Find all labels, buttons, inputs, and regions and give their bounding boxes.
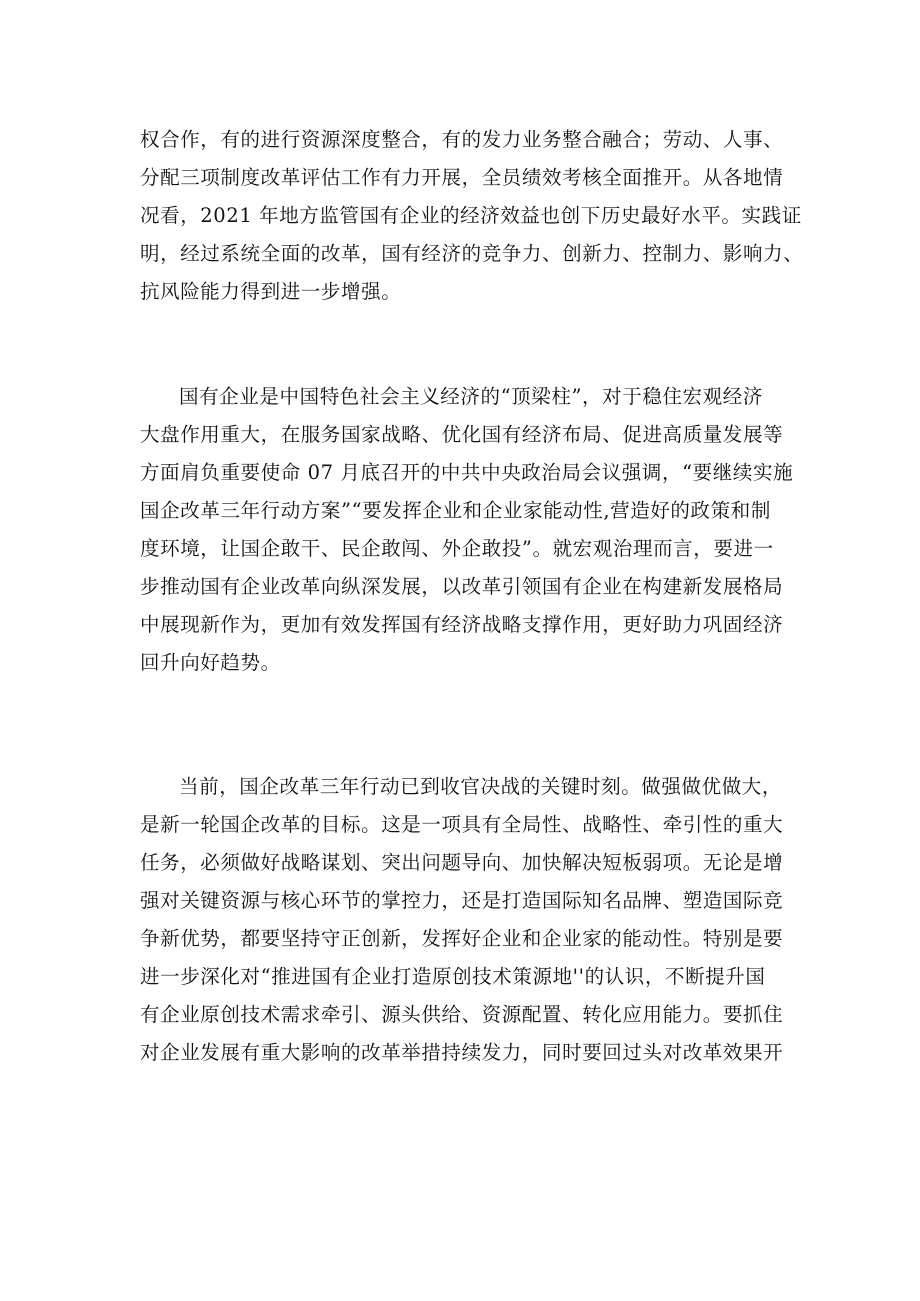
text-line: 进一步深化对“推进国有企业打造原创技术策源地''的认识，不断提升国 [140, 965, 766, 988]
text-line: 回升向好趋势。 [140, 651, 281, 674]
text-line: 是新一轮国企改革的目标。这是一项具有全局性、战略性、牵引性的重大 [140, 813, 784, 836]
text-line: 方面肩负重要使命 07 月底召开的中共中央政治局会议强调，“要继续实施 [140, 461, 794, 484]
text-line: 争新优势，都要坚持守正创新，发挥好企业和企业家的能动性。特别是要 [140, 927, 784, 950]
text-line: 有企业原创技术需求牵引、源头供给、资源配置、转化应用能力。要抓住 [140, 1003, 784, 1026]
text-line: 分配三项制度改革评估工作有力开展，全员绩效考核全面推开。从各地情 [140, 166, 784, 189]
text-line: 明，经过系统全面的改革，国有经济的竞争力、创新力、控制力、影响力、 [140, 242, 804, 265]
text-line: 中展现新作为，更加有效发挥国有经济战略支撑作用，更好助力巩固经济 [140, 613, 784, 636]
text-line: 强对关键资源与核心环节的掌控力，还是打造国际知名品牌、塑造国际竞 [140, 889, 784, 912]
text-line: 任务，必须做好战略谋划、突出问题导向、加快解决短板弱项。无论是增 [140, 851, 784, 874]
paragraph-1 [140, 121, 804, 311]
paragraph-2 [140, 378, 800, 682]
text-line: 对企业发展有重大影响的改革举措持续发力，同时要回过头对改革效果开 [140, 1041, 784, 1064]
text-line: 权合作，有的进行资源深度整合，有的发力业务整合融合；劳动、人事、 [140, 128, 784, 151]
paragraph-3 [140, 768, 800, 1072]
text-line: 步推动国有企业改革向纵深发展，以改革引领国有企业在构建新发展格局 [140, 575, 784, 598]
text-line: 当前，国企改革三年行动已到收官决战的关键时刻。做强做优做大， [179, 775, 783, 798]
text-line: 大盘作用重大，在服务国家战略、优化国有经济布局、促进高质量发展等 [140, 423, 784, 446]
text-line: 况看，2021 年地方监管国有企业的经济效益也创下历史最好水平。实践证 [140, 204, 802, 227]
text-line: 抗风险能力得到进一步增强。 [140, 280, 402, 303]
text-line: 国有企业是中国特色社会主义经济的“顶梁柱”，对于稳住宏观经济 [179, 385, 763, 408]
text-line: 度环境，让国企敢干、民企敢闯、外企敢投”。就宏观治理而言，要进一 [140, 537, 774, 560]
text-line: 国企改革三年行动方案”“要发挥企业和企业家能动性,营造好的政策和制 [140, 499, 771, 522]
